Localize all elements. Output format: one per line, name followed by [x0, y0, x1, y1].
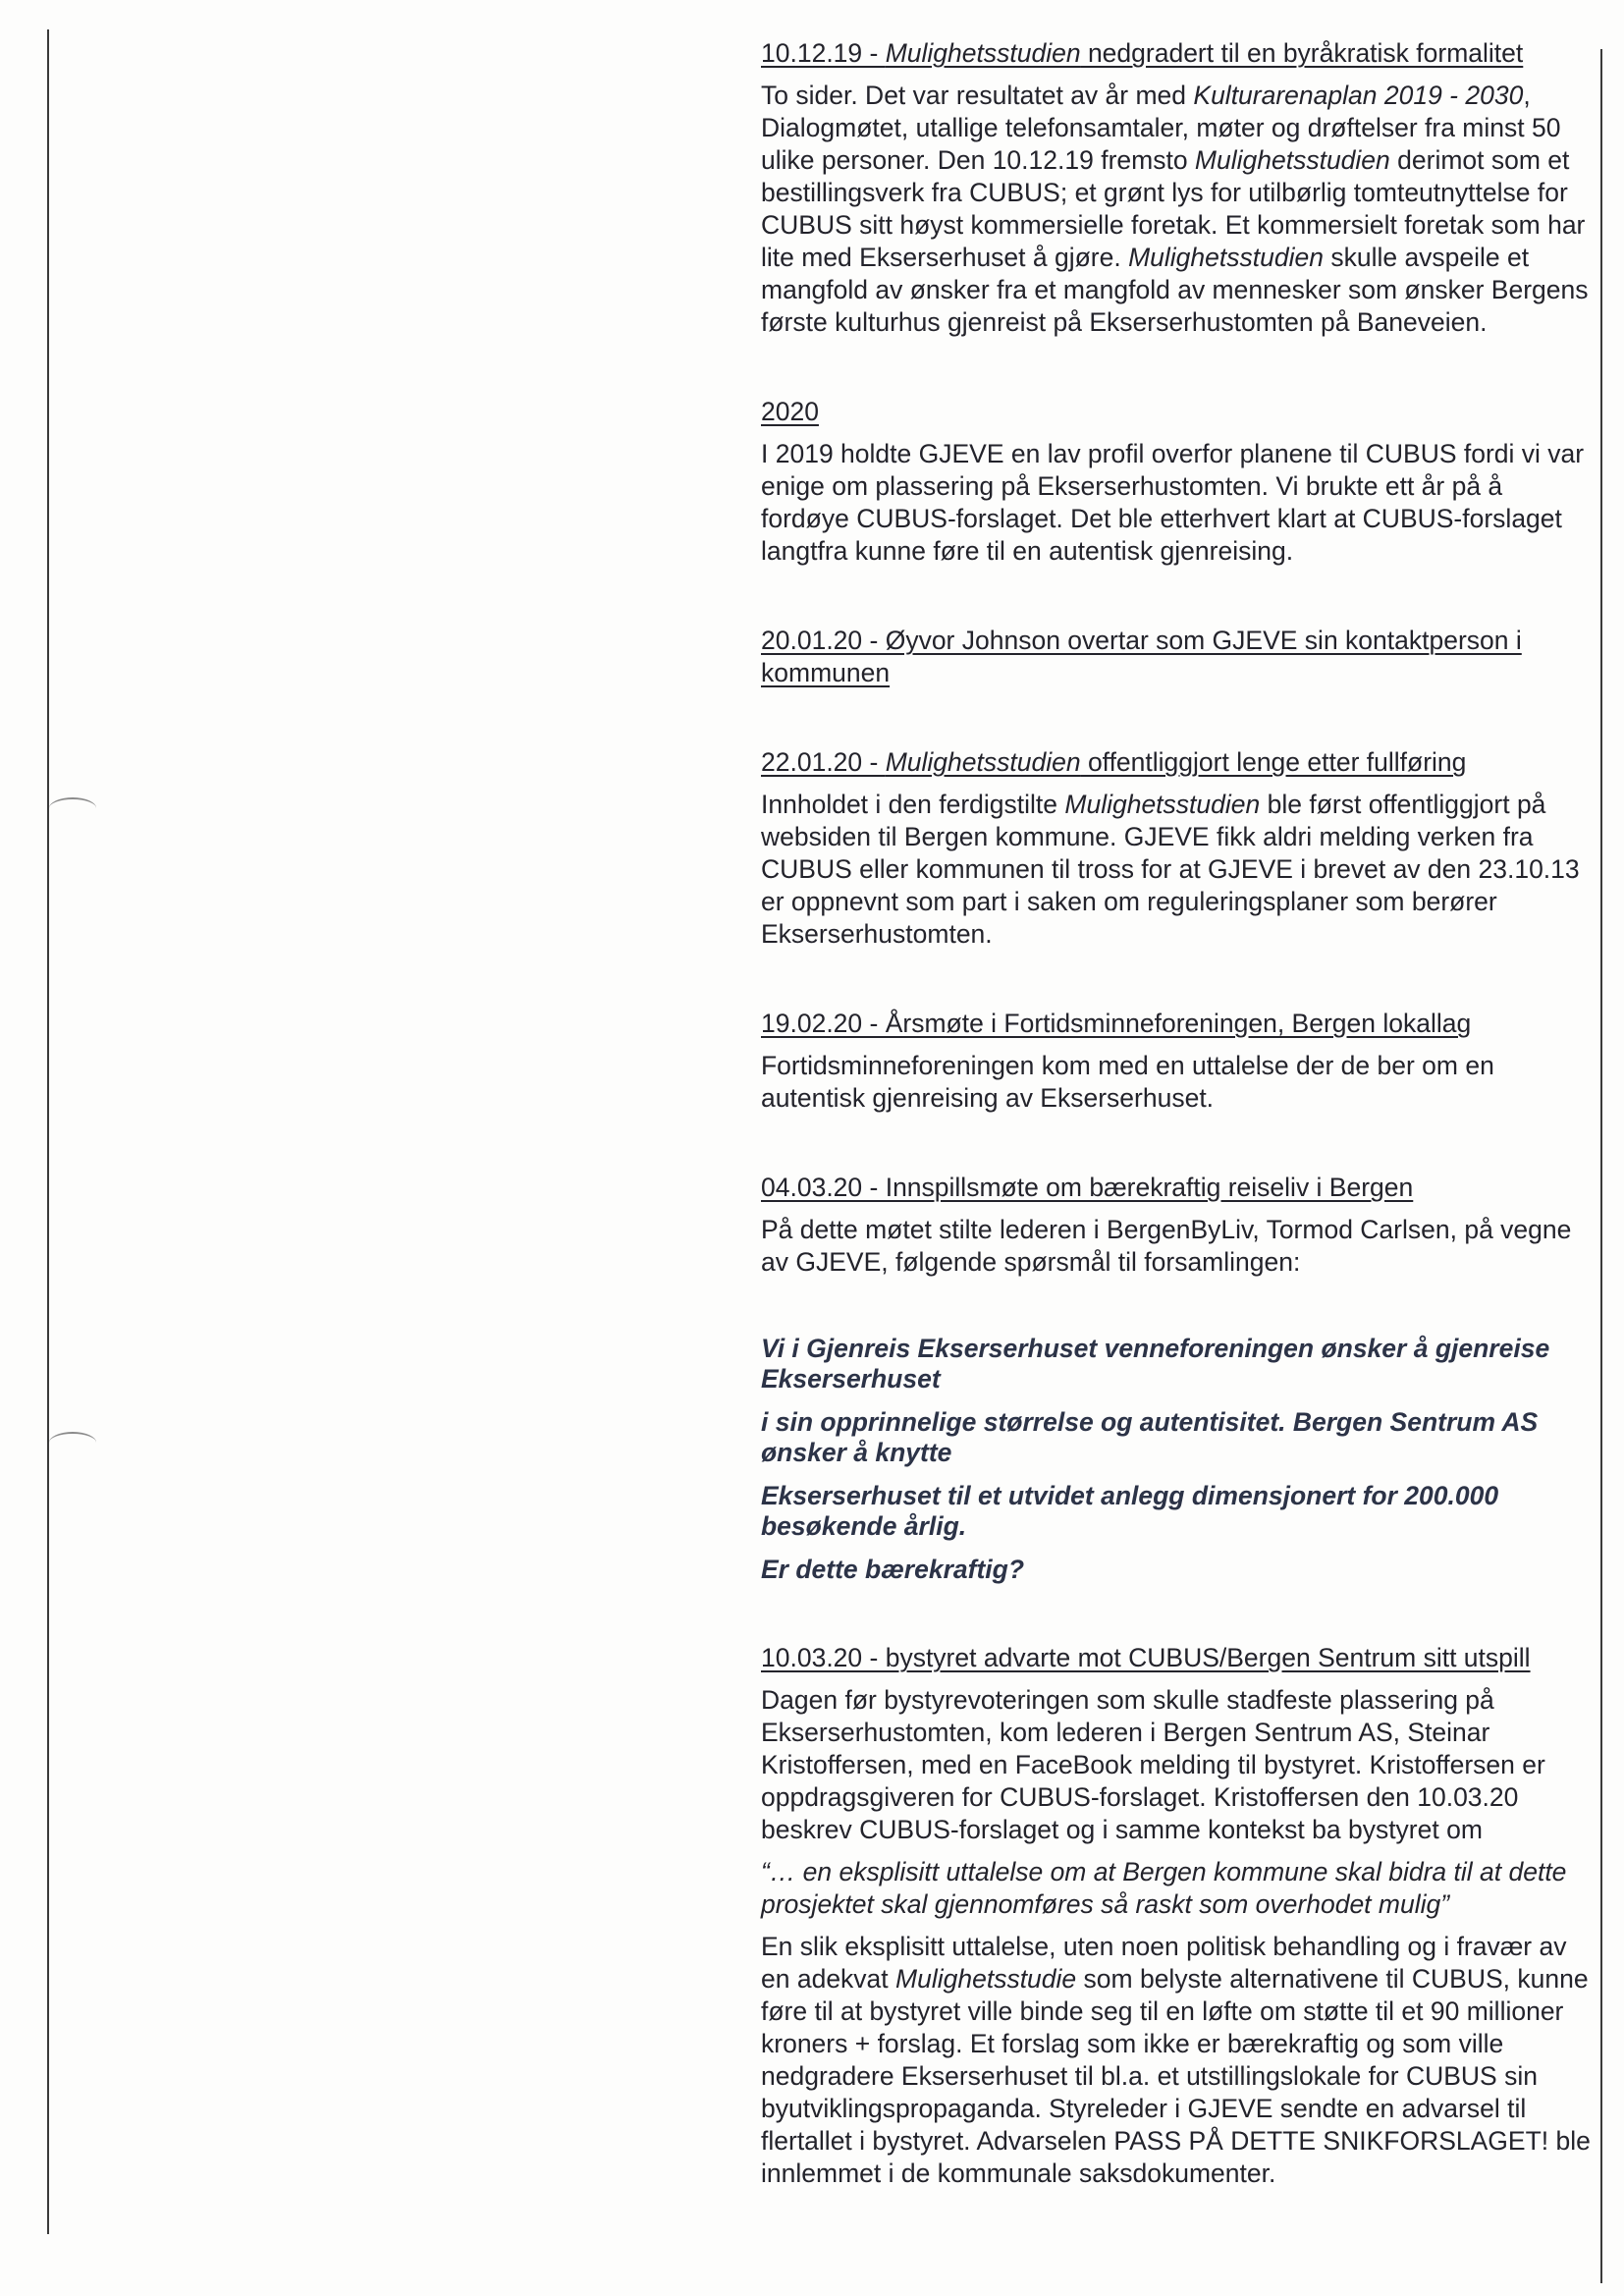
- timeline-entry: [761, 746, 1597, 951]
- entry-heading: 20.01.20 - Øyvor Johnson overtar som GJEVE sin kontaktperson i kommunen: [761, 626, 1522, 687]
- question-block: [761, 1334, 1597, 1585]
- italic-title: Kulturarenaplan 2019 - 2030: [1193, 81, 1524, 110]
- entry-heading: 10.03.20 - bystyret advarte mot CUBUS/Bergen Sentrum sitt utspill: [761, 1643, 1531, 1672]
- timeline-entry: [761, 1008, 1597, 1115]
- entry-quote: “… en eksplisitt uttalelse om at Bergen kommune skal bidra til at dette prosjektet skal gjennomføres så raskt som overhodet mulig”: [761, 1857, 1567, 1919]
- entry-paragraph: I 2019 holdte GJEVE en lav profil overfor planene til CUBUS fordi vi var enige om plassering på Ekserserhustomten. Vi brukte ett år på å fordøye CUBUS-forslaget. Det ble etterhvert klart at CUBUS-forslaget langtfra kunne føre til en autentisk gjenreising.: [761, 439, 1585, 566]
- entry-heading: 2020: [761, 397, 819, 426]
- entry-paragraph: To sider. Det var resultatet av år med Kulturarenaplan 2019 - 2030, Dialogmøtet, utallige telefonsamtaler, møter og drøftelser fra minst 50 ulike personer. Den 10.12.19 fremsto Mulighetsstudien derimot som et bestillingsverk fra CUBUS; et grønt lys for utilbørlig tomteutnyttelse for CUBUS sitt høyst kommersielle foretak. Et kommersielt foretak som har lite med Ekserserhuset å gjøre. Mulighetsstudien skulle avspeile et mangfold av ønsker fra et mangfold av mennesker som ønsker Bergens første kulturhus gjenreist på Ekserserhustomten på Baneveien.: [761, 81, 1589, 337]
- question-line: Ekserserhuset til et utvidet anlegg dimensjonert for 200.000 besøkende årlig.: [761, 1481, 1499, 1541]
- entry-paragraph: Innholdet i den ferdigstilte Mulighetsstudien ble først offentliggjort på websiden til Bergen kommune. GJEVE fikk aldri melding verken fra CUBUS eller kommunen til tross for at GJEVE i brevet av den 23.10.13 er oppnevnt som part i saken om reguleringsplaner som berører Ekserserhustomten.: [761, 790, 1580, 949]
- timeline-entry: [761, 1642, 1597, 2190]
- punch-hole-mark: [49, 1432, 96, 1453]
- italic-title: Mulighetsstudien: [1194, 145, 1390, 175]
- italic-title: Mulighetsstudien: [1128, 243, 1324, 272]
- italic-title: Mulighetsstudien: [1064, 790, 1261, 819]
- entry-heading: 22.01.20 - Mulighetsstudien offentliggjort lenge etter fullføring: [761, 747, 1467, 777]
- entry-heading: 10.12.19 - Mulighetsstudien nedgradert til en byråkratisk formalitet: [761, 38, 1524, 68]
- timeline-entry: [761, 37, 1597, 339]
- italic-title: Mulighetsstudie: [895, 1964, 1077, 1994]
- entry-heading: 19.02.20 - Årsmøte i Fortidsminneforeningen, Bergen lokallag: [761, 1009, 1472, 1038]
- question-line: Er dette bærekraftig?: [761, 1555, 1025, 1584]
- entry-paragraph: På dette møtet stilte lederen i BergenByLiv, Tormod Carlsen, på vegne av GJEVE, følgende spørsmål til forsamlingen:: [761, 1215, 1572, 1277]
- italic-title: Mulighetsstudien: [885, 38, 1081, 68]
- entry-heading: 04.03.20 - Innspillsmøte om bærekraftig reiseliv i Bergen: [761, 1173, 1414, 1202]
- italic-title: Mulighetsstudien: [885, 747, 1081, 777]
- timeline-entry: [761, 625, 1597, 689]
- question-line: i sin opprinnelige størrelse og autentisitet. Bergen Sentrum AS ønsker å knytte: [761, 1407, 1539, 1467]
- right-margin-line: [1600, 49, 1602, 2283]
- punch-hole-mark: [49, 797, 96, 819]
- entry-paragraph: Dagen før bystyrevoteringen som skulle stadfeste plassering på Ekserserhustomten, kom lederen i Bergen Sentrum AS, Steinar Kristoffersen, med en FaceBook melding til bystyret. Kristoffersen er oppdragsgiveren for CUBUS-forslaget. Kristoffersen den 10.03.20 beskrev CUBUS-forslaget og i samme kontekst ba bystyret om: [761, 1685, 1545, 1844]
- question-line: Vi i Gjenreis Ekserserhuset venneforeningen ønsker å gjenreise Ekserserhuset: [761, 1334, 1550, 1394]
- left-margin-line: [47, 29, 49, 2234]
- entry-paragraph: En slik eksplisitt uttalelse, uten noen politisk behandling og i fravær av en adekvat Mulighetsstudie som belyste alternativene til CUBUS, kunne føre til at bystyret ville binde seg til en løfte om støtte til et 90 millioner kroners + forslag. Et forslag som ikke er bærekraftig og som ville nedgradere Ekserserhuset til bl.a. et utstillingslokale for CUBUS sin byutviklingspropaganda. Styreleder i GJEVE sendte en advarsel til flertallet i bystyret. Advarselen PASS PÅ DETTE SNIKFORSLAGET! ble innlemmet i de kommunale saksdokumenter.: [761, 1932, 1591, 2188]
- entry-paragraph: Fortidsminneforeningen kom med en uttalelse der de ber om en autentisk gjenreising av Ekserserhuset.: [761, 1051, 1494, 1113]
- timeline-entry: [761, 396, 1597, 568]
- document-column: [761, 37, 1597, 2247]
- timeline-entry: [761, 1172, 1597, 1585]
